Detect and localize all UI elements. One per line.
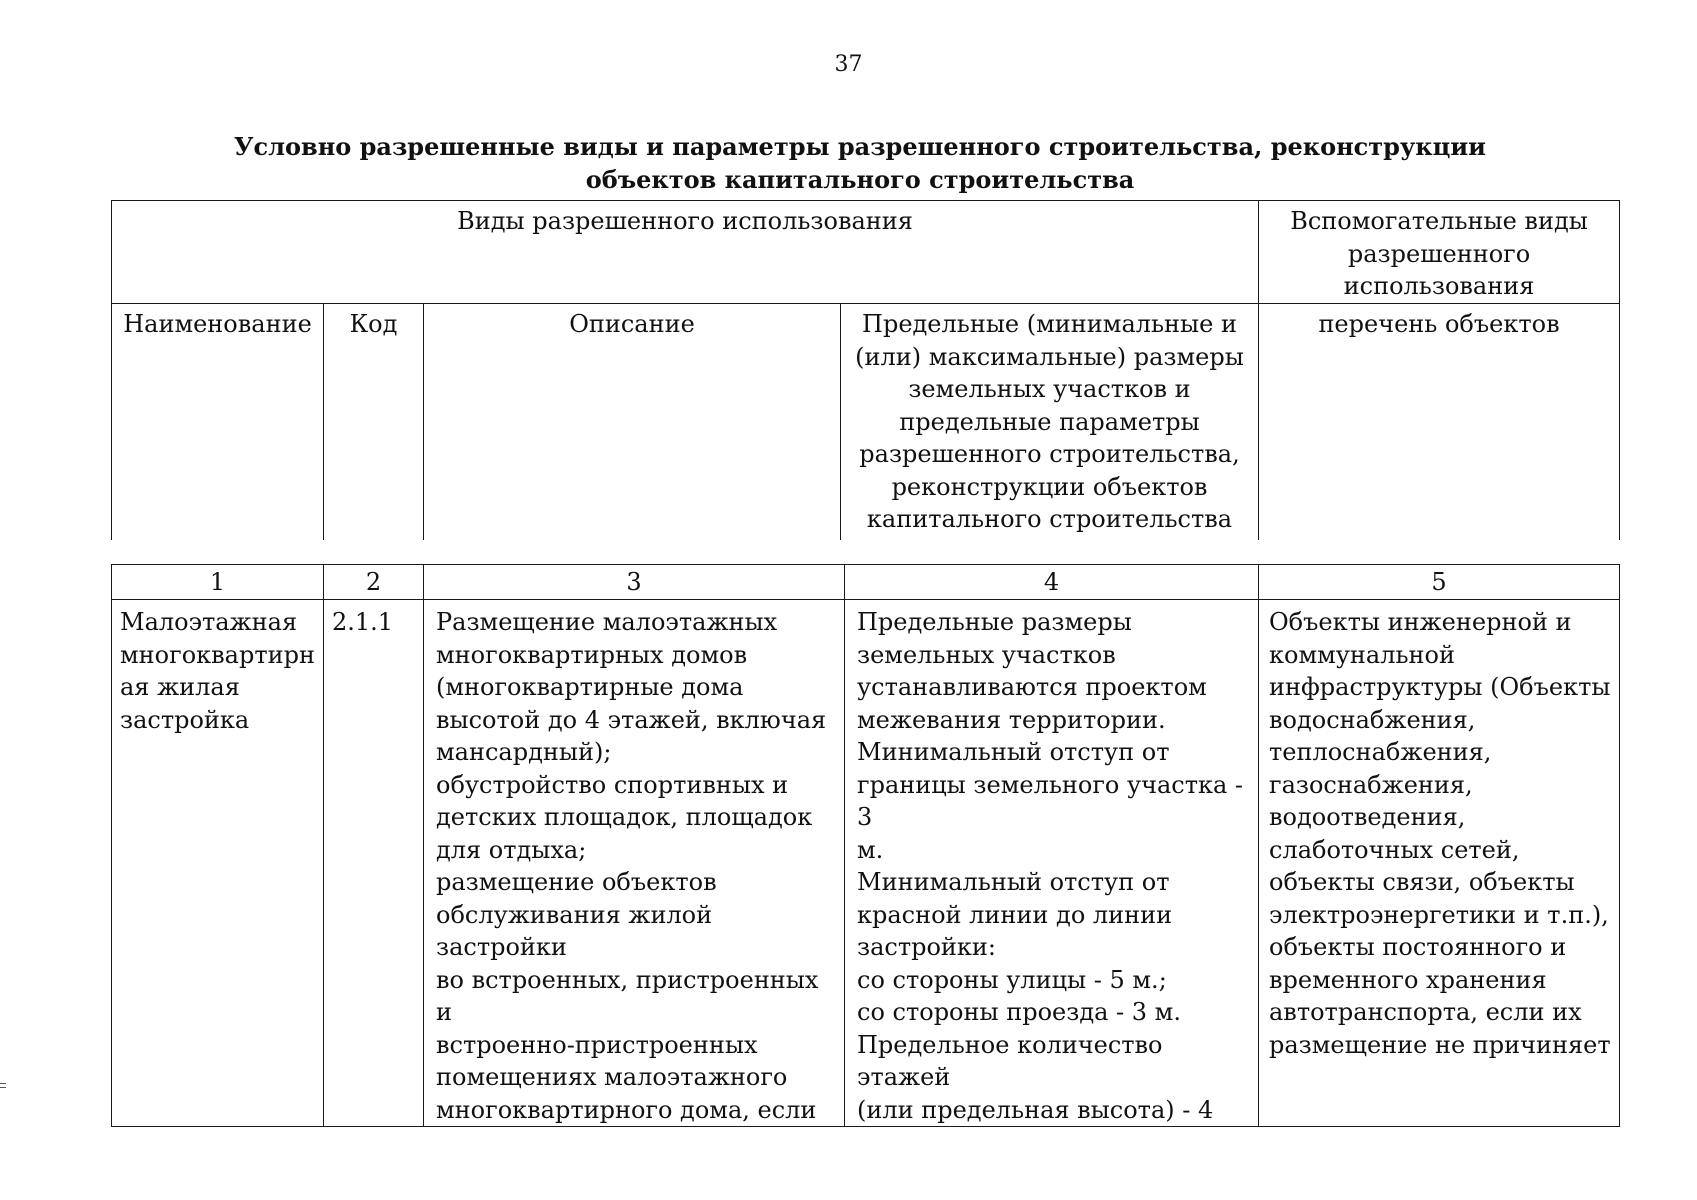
column-number: 5 [1259, 565, 1620, 600]
column-number: 4 [845, 565, 1259, 600]
cell-code: 2.1.1 [324, 600, 424, 1127]
cell-description: Размещение малоэтажных многоквартирных домов (многоквартирные дома высотой до 4 этажей, включая мансардный); обустройство спортивных и детских площадок, площадок для отдыха; размещение объектов обслуживания жилой застройки во встроенных, пристроенных и встроенно-пристроенных помещениях малоэтажного многоквартирного дома, если [424, 600, 845, 1127]
cell-params: Предельные размеры земельных участков устанавливаются проектом межевания территории. Минимальный отступ от границы земельного участка - 3 м. Минимальный отступ от красной линии до линии застройки: со стороны улицы - 5 м.; со стороны проезда - 3 м. Предельное количество этажей (или предельная высота) - 4 [845, 600, 1259, 1127]
document-title: Условно разрешенные виды и параметры разрешенного строительства, реконструкции объектов капитального строительства [234, 132, 1486, 194]
column-number: 2 [324, 565, 424, 600]
cell-name: Малоэтажная многоквартирн ая жилая застройка [112, 600, 324, 1127]
table-body [111, 564, 1620, 1127]
table-row [112, 600, 1620, 1127]
table-header [111, 200, 1620, 540]
header-group-main: Виды разрешенного использования [112, 201, 1259, 304]
header-col-name: Наименование [112, 304, 324, 541]
column-number: 3 [424, 565, 845, 600]
header-col-aux: перечень объектов [1259, 304, 1620, 541]
page-number: 37 [834, 52, 863, 77]
column-number-row [112, 565, 1620, 600]
scan-margin-mark [0, 1083, 6, 1088]
header-col-params: Предельные (минимальные и (или) максимальные) размеры земельных участков и предельные параметры разрешенного строительства, реконструкции объектов капитального строительства [841, 304, 1259, 541]
header-group-aux: Вспомогательные виды разрешенного использования [1259, 201, 1620, 304]
header-col-code: Код [324, 304, 424, 541]
column-number: 1 [112, 565, 324, 600]
header-col-desc: Описание [424, 304, 841, 541]
cell-aux: Объекты инженерной и коммунальной инфраструктуры (Объекты водоснабжения, теплоснабжения, газоснабжения, водоотведения, слаботочных сетей, объекты связи, объекты электроэнергетики и т.п.), объекты постоянного и временного хранения автотранспорта, если их размещение не причиняет [1259, 600, 1620, 1127]
